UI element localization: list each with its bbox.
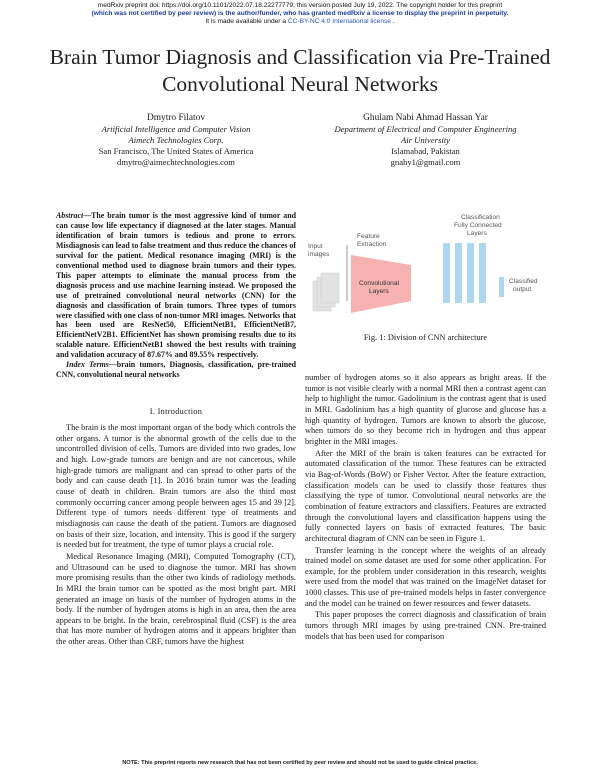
abstract: [56, 211, 296, 380]
author-block-2: [303, 113, 548, 168]
fc-layer-bar: [467, 243, 474, 303]
author-email: gnahy1@gmail.com: [390, 157, 461, 167]
left-column: [56, 423, 296, 648]
author-affiliation: Department of Electrical and Computer Engineering: [334, 124, 517, 134]
abstract-label: Abstract: [56, 211, 84, 220]
classification-label: Classification: [461, 214, 500, 221]
paragraph: Transfer learning is the concept where the weights of an already trained model on some dataset are used for some other application. For example, for the problem under consideration in this research, weights were used from the model that was trained on the ImageNet dataset for 1000 classes. This use of pre-trained models helps in faster convergence and the model can be trained on fewer resources and fewer datasets.: [305, 545, 546, 608]
fc-layer-bar: [479, 243, 486, 303]
preprint-header-line2: (which was not certified by peer review) is the author/funder, who has granted medRxiv a license to display the preprint in perpetuity.: [91, 10, 509, 17]
cnn-diagram: [307, 213, 547, 331]
abstract-body: [56, 211, 296, 360]
preprint-header-line1: medRxiv preprint doi: https://doi.org/10.1101/2022.07.18.22277779; this version posted July 19, 2022. The copyright holder for this preprint: [97, 2, 503, 9]
conv-label: Layers: [369, 288, 389, 295]
paragraph: The brain is the most important organ of the body which controls the other organs. A tumor is the abnormal growth of the cells due to the uncontrolled division of cells. Tumors are divided into two grades, low and high. Low-grade tumors are benign and are not cancerous, while high-grade tumors are malignant and can spread to other parts of the body and can cause death [1]. In 2016 brain tumor was the leading cause of death in children. Brain tumors are also the third most commonly occurring cancer among people between ages 15 and 39 [2]. Different type of tumors needs different type of treatments and misdiagnosis can cause the death of the patient. Tumors are diagnosed on basis of their size, location, and intensity. This is good if the surgery is needed but for treatment, the type of tumor plays a crucial role.: [56, 423, 296, 550]
feature-label: Extraction: [357, 241, 387, 248]
author-block-1: [56, 113, 296, 168]
author-affiliation: Artificial Intelligence and Computer Vision: [101, 124, 251, 134]
output-label: Classified: [509, 278, 538, 285]
preprint-header: [0, 2, 600, 26]
preprint-header-line3: [0, 18, 600, 26]
license-prefix: It is made available under a: [205, 18, 288, 25]
author-name: Ghulam Nabi Ahmad Hassan Yar: [363, 113, 488, 123]
conv-label: Convolutional: [359, 280, 399, 287]
license-suffix: .: [390, 18, 395, 25]
figure-cnn-architecture: [307, 213, 547, 331]
section-heading-introduction: I. Introduction: [149, 407, 203, 416]
author-organization: Air University: [401, 135, 450, 145]
output-bar: [499, 277, 504, 297]
index-terms-label: Index Terms: [66, 360, 109, 370]
paragraph: This paper proposes the correct diagnosis and classification of brain tumors through MRI images by using pre-trained CNN. Pre-trained models that has been used for comparison: [305, 610, 546, 641]
paragraph: Medical Resonance Imaging (MRI), Computed Tomography (CT), and Ultrasound can be used to diagnose the tumor. MRI has shown more promising results than the other two kinds of radiology methods. In MRI the brain tumor can be spotted as the most bright part. MRI generated an image on basis of the number of hydrogen atoms in the body. If the number of hydrogen atoms is high in an area, then the area appears to be bright. In the brain, cerebrospinal fluid (CSF) is the area that has more number of hydrogen atoms and it appears brighter than the other areas. Other than CRF, tumors have the highest: [56, 551, 296, 647]
abstract-text: —The brain tumor is the most aggressive kind of tumor and can cause low life expectancy if diagnosed at the later stages. Manual identification of brain tumors is tedious and prone to errors. Misdiagnosis can lead to false treatment and thus reduce the chances of survival for the patient. Medical resonance imaging (MRI) is the conventional method used to diagnose brain tumors and their types. This paper attempts to eliminate the manual process from the diagnosis process and use machine learning instead. We proposed the use of pretrained convolutional neural networks (CNN) for the diagnosis and classification of brain tumors. Three types of tumors were classified with one class of non-tumor MRI images. Networks that has been used are ResNet50, EfficientNetB1, EfficientNetB7, EfficientNetV2B1. EfficientNet has shown promising results due to its scalable nature. EfficientNetB1 showed the best results with training and validation accuracy of 87.67% and 89.55% respectively.: [56, 211, 296, 360]
paper-title: Brain Tumor Diagnosis and Classification via Pre-Trained Convolutional Neural Networks: [49, 45, 551, 96]
author-email: dmytro@aimechtechnologies.com: [117, 157, 235, 167]
figure-caption: Fig. 1: Division of CNN architecture: [363, 333, 488, 342]
index-terms-text: —brain tumors, Diagnosis, classification, pre-trained CNN, convolutional neural networks: [56, 360, 297, 380]
index-terms: [56, 360, 296, 380]
fc-layer-bar: [455, 243, 462, 303]
paragraph: After the MRI of the brain is taken features can be extracted for automated classification of the tumor. These features can be extracted via Bag-of-Words (BoW) or Fisher Vector. After the feature extraction, classification models can be used to classify those features thus classifying the type of tumor. Convolutional neural networks are the combination of feature extractors and classifiers. Features are extracted through the convolutional layers and classification happens using the fully connected layers on basis of extracted features. The basic architectural diagram of CNN can be seen in Figure 1.: [305, 448, 546, 543]
feature-label: Feature: [357, 233, 380, 240]
author-name: Dmytro Filatov: [146, 113, 206, 123]
classification-label: Fully Connected: [454, 222, 502, 229]
preprint-footer-note: NOTE: This preprint reports new research that has not been certified by peer review and should not be used to guide clinical practice.: [122, 760, 478, 766]
output-label: output: [513, 286, 532, 293]
fc-layer-bar: [443, 243, 450, 303]
right-column: [305, 373, 546, 642]
author-location: San Francisco, The United States of America: [98, 146, 254, 156]
author-location: Islamabad, Pakistan: [391, 146, 460, 156]
paragraph: number of hydrogen atoms so it also appears as bright areas. If the tumor is not visible clearly with a normal MRI then a contrast agent can help to highlight the tumor. Gadolinium is the contrast agent that is used in MRI. Gadolinium has a high quantity of glucose and glucose has a high quantity of hydrogen. Tumors are known to absorb the glucose, when tumors do so they become rich in hydrogen and thus appear brighter in the MRI images.: [305, 373, 546, 446]
input-label: images: [308, 251, 330, 258]
input-image-card: [321, 273, 339, 303]
author-organization: Aimech Technologies Corp.: [128, 135, 224, 145]
license-link[interactable]: CC-BY-NC 4.0 International license: [287, 18, 391, 25]
classification-label: Layers: [467, 230, 487, 237]
input-label: Input: [308, 243, 323, 250]
